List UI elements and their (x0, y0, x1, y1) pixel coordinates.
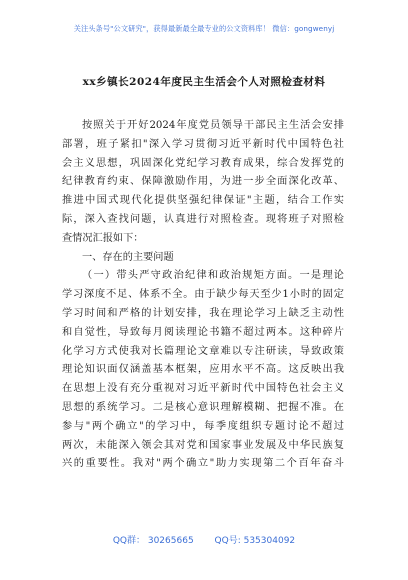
paragraph-line: （一）带头严守政治纪律和政治规矩方面。一是理论 (82, 270, 344, 282)
paragraph-line: 按照关于开好2024年度党员领导干部民主生活会安排 (82, 120, 344, 131)
paragraph-line: 推进中国式现代化提供坚强纪律保证"主题，结合工作实 (62, 195, 344, 207)
document-title: xx乡镇长2024年度民主生活会个人对照检查材料 (82, 76, 326, 88)
paragraph-line: 学习时间和严格的计划安排，我在理论学习上缺乏主动性 (62, 307, 344, 319)
paragraph-line: 化学习方式使我对长篇理论文章难以专注研读，导致政策 (62, 345, 344, 357)
paragraph-line: 在思想上没有充分重视对习近平新时代中国特色社会主义 (62, 383, 344, 395)
paragraph-line: 参与"两个确立"的学习中，每季度组织专题讨论不超过 (62, 420, 344, 432)
footer-qq-group: QQ群： 30265665 (112, 536, 194, 546)
paragraph-line: 际，深入查找问题，认真进行对照检查。现将班子对照检 (62, 213, 344, 225)
paragraph-line: 和自觉性，导致每月阅读理论书籍不超过两本。这种碎片 (62, 326, 344, 338)
paragraph-line: 思想的系统学习。二是核心意识理解模糊、把握不准。在 (62, 401, 344, 413)
paragraph-line: 会主义思想，巩固深化党纪学习教育成果，综合发挥党的 (62, 157, 344, 169)
footer-contact (0, 533, 408, 546)
paragraph-line: 理论知识面仅涵盖基本框架，应用水平不高。这反映出我 (62, 364, 344, 376)
paragraph-line: 查情况汇报如下： (62, 232, 144, 244)
paragraph-line: 学习深度不足、体系不全。由于缺少每天至少1小时的固定 (62, 289, 344, 301)
paragraph-line: 部署，班子紧扣"深入学习贯彻习近平新时代中国特色社 (62, 138, 344, 150)
document-body (62, 117, 344, 474)
paragraph-line: 兴的重要性。我对"两个确立"助力实现第二个百年奋斗 (62, 458, 344, 470)
paragraph-line: 两次，未能深入领会其对党和国家事业发展及中华民族复 (62, 439, 344, 451)
footer-qq-number: QQ号: 535304092 (214, 536, 296, 546)
section-heading: 一、存在的主要问题 (82, 251, 174, 263)
paragraph-line: 纪律教育约束、保障激励作用，为进一步全面深化改革、 (62, 176, 344, 188)
header-banner: 关注头条号"公文研究"，获得最新最全最专业的公文资料库！ 微信：gongwenyj (73, 24, 335, 33)
